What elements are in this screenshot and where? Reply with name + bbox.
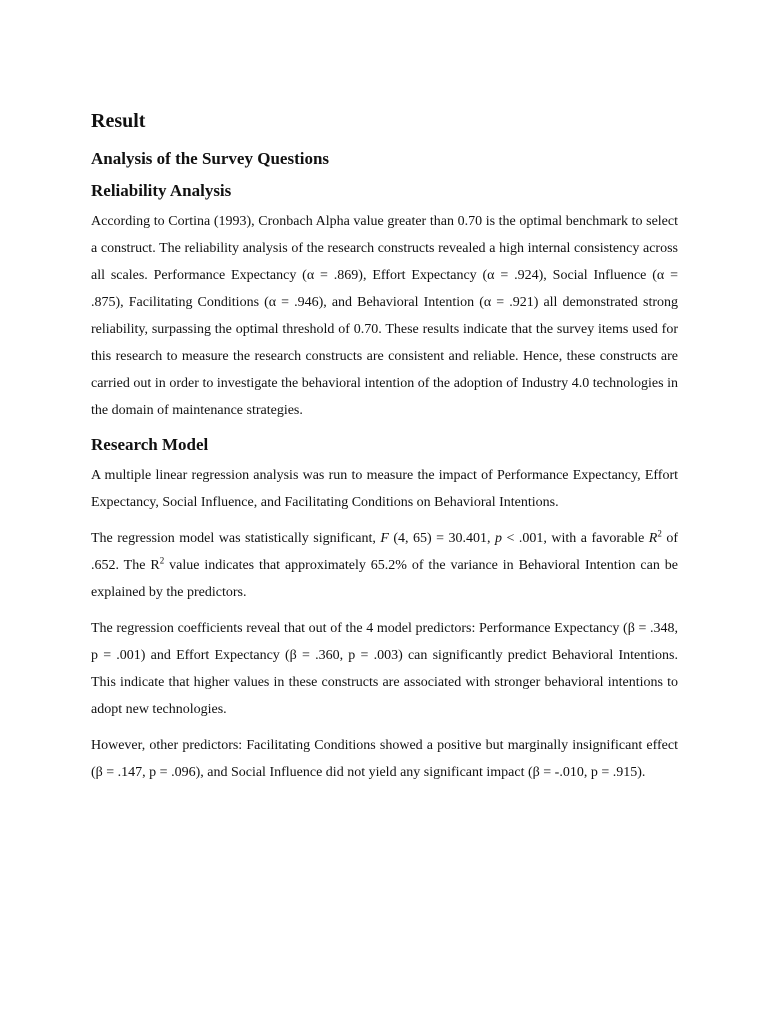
model-paragraph-1: A multiple linear regression analysis was run to measure the impact of Performance Expectancy, Effort Expectancy, Social Influence, and Facilitating Conditions on Behavioral Intentions.	[91, 468, 678, 510]
section-heading-reliability: Reliability Analysis	[91, 181, 232, 200]
r-squared-symbol: R	[648, 531, 658, 546]
model-paragraph-2-text-5: value indicates that approximately 65.2% of the variance in Behavioral Intention can be explained by the predictors.	[91, 558, 678, 600]
section-heading-research-model: Research Model	[91, 435, 209, 454]
r-squared-superscript-2: 2	[159, 555, 165, 566]
model-paragraph-2-text-2: (4, 65) = 30.401,	[388, 531, 496, 546]
reliability-paragraph: According to Cortina (1993), Cronbach Alpha value greater than 0.70 is the optimal benchmark to select a construct. The reliability analysis of the research constructs revealed a high internal consistency across all scales. Performance Expectancy (α = .869), Effort Expectancy (α = .924), Social Influence (α = .875), Facilitating Conditions (α = .946), and Behavioral Intention (α = .921) all demonstrated strong reliability, surpassing the optimal threshold of 0.70. These results indicate that the survey items used for this research to measure the research constructs are consistent and reliable. Hence, these constructs are carried out in order to investigate the behavioral intention of the adoption of Industry 4.0 technologies in the domain of maintenance strategies.	[91, 214, 678, 418]
model-paragraph-2	[91, 525, 678, 606]
section-heading-survey: Analysis of the Survey Questions	[91, 149, 330, 168]
p-value-symbol: p	[495, 531, 503, 546]
model-paragraph-2-text-4: of .652. The R	[91, 531, 678, 573]
model-paragraph-2-text-1: The regression model was statistically significant,	[91, 531, 381, 546]
page-title: Result	[91, 110, 146, 132]
model-paragraph-4: However, other predictors: Facilitating Conditions showed a positive but marginally insignificant effect (β = .147, p = .096), and Social Influence did not yield any significant impact (β = -.010, p = .915).	[91, 738, 678, 780]
model-paragraph-2-text-3: < .001, with a favorable	[502, 531, 649, 546]
f-statistic-symbol: F	[380, 531, 389, 546]
document-body	[91, 108, 678, 786]
r-squared-superscript-1: 2	[657, 528, 662, 539]
model-paragraph-3: The regression coefficients reveal that out of the 4 model predictors: Performance Expectancy (β = .348, p = .001) and Effort Expectancy (β = .360, p = .003) can significantly predict Behavioral Intentions. This indicate that higher values in these constructs are associated with stronger behavioral intentions to adopt new technologies.	[91, 621, 678, 717]
